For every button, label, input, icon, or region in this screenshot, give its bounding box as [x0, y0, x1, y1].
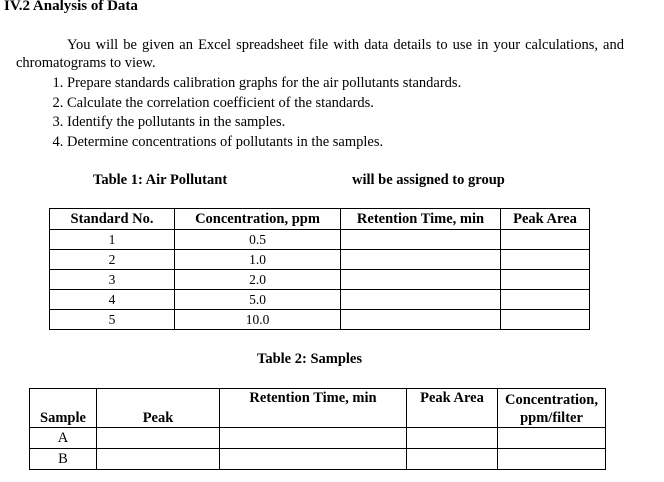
table2-caption: Table 2: Samples: [257, 351, 363, 367]
table1-caption: Table 1: Air Pollutant: [93, 172, 228, 188]
col-concentration: Concentration, ppm: [175, 209, 341, 230]
cell-concentration[interactable]: [498, 428, 606, 449]
cell-peak[interactable]: [97, 428, 220, 449]
samples-table: [29, 388, 606, 470]
cell-concentration[interactable]: [498, 449, 606, 470]
cell-retention-time[interactable]: [341, 290, 501, 310]
cell-concentration: 2.0: [175, 270, 341, 290]
cell-retention-time[interactable]: [341, 270, 501, 290]
cell-retention-time[interactable]: [220, 449, 407, 470]
col-peak: Peak: [97, 389, 220, 428]
step-item: 2. Calculate the correlation coefficient of the standards.: [67, 94, 461, 114]
cell-standard-no: 2: [50, 250, 175, 270]
cell-peak[interactable]: [97, 449, 220, 470]
col-peak-area: Peak Area: [407, 389, 498, 428]
cell-standard-no: 5: [50, 310, 175, 330]
step-item: 4. Determine concentrations of pollutants in the samples.: [67, 133, 461, 153]
cell-sample: A: [30, 428, 97, 449]
cell-retention-time[interactable]: [220, 428, 407, 449]
air-pollutant-table: [49, 208, 590, 330]
intro-paragraph: [16, 36, 624, 72]
intro-text: You will be given an Excel spreadsheet file with data details to use in your calculations, and chromatograms to view.: [16, 37, 624, 71]
col-sample: Sample: [30, 389, 97, 428]
step-item: 1. Prepare standards calibration graphs for the air pollutants standards.: [67, 74, 461, 94]
col-concentration: Concentration, ppm/filter: [498, 389, 606, 428]
table1-caption-assignment: will be assigned to group: [352, 172, 505, 188]
cell-retention-time[interactable]: [341, 230, 501, 250]
step-item: 3. Identify the pollutants in the samples.: [67, 113, 461, 133]
table-row: [50, 250, 590, 270]
cell-standard-no: 1: [50, 230, 175, 250]
col-peak-area: Peak Area: [501, 209, 590, 230]
section-heading: IV.2 Analysis of Data: [4, 0, 138, 14]
table-row: [50, 290, 590, 310]
table-row: [50, 230, 590, 250]
table-row: [50, 270, 590, 290]
steps-list: [0, 74, 461, 152]
cell-standard-no: 4: [50, 290, 175, 310]
table-row: [50, 310, 590, 330]
cell-retention-time[interactable]: [341, 250, 501, 270]
cell-standard-no: 3: [50, 270, 175, 290]
col-retention-time: Retention Time, min: [220, 389, 407, 428]
cell-peak-area[interactable]: [407, 449, 498, 470]
cell-retention-time[interactable]: [341, 310, 501, 330]
cell-concentration: 1.0: [175, 250, 341, 270]
cell-peak-area[interactable]: [501, 230, 590, 250]
cell-peak-area[interactable]: [501, 310, 590, 330]
cell-concentration: 10.0: [175, 310, 341, 330]
col-standard-no: Standard No.: [50, 209, 175, 230]
cell-concentration: 5.0: [175, 290, 341, 310]
col-retention-time: Retention Time, min: [341, 209, 501, 230]
cell-peak-area[interactable]: [501, 290, 590, 310]
cell-peak-area[interactable]: [501, 250, 590, 270]
table-header-row: [50, 209, 590, 230]
cell-peak-area[interactable]: [501, 270, 590, 290]
cell-concentration: 0.5: [175, 230, 341, 250]
cell-sample: B: [30, 449, 97, 470]
table-row: [30, 449, 606, 470]
table-header-row: [30, 389, 606, 428]
table-row: [30, 428, 606, 449]
cell-peak-area[interactable]: [407, 428, 498, 449]
